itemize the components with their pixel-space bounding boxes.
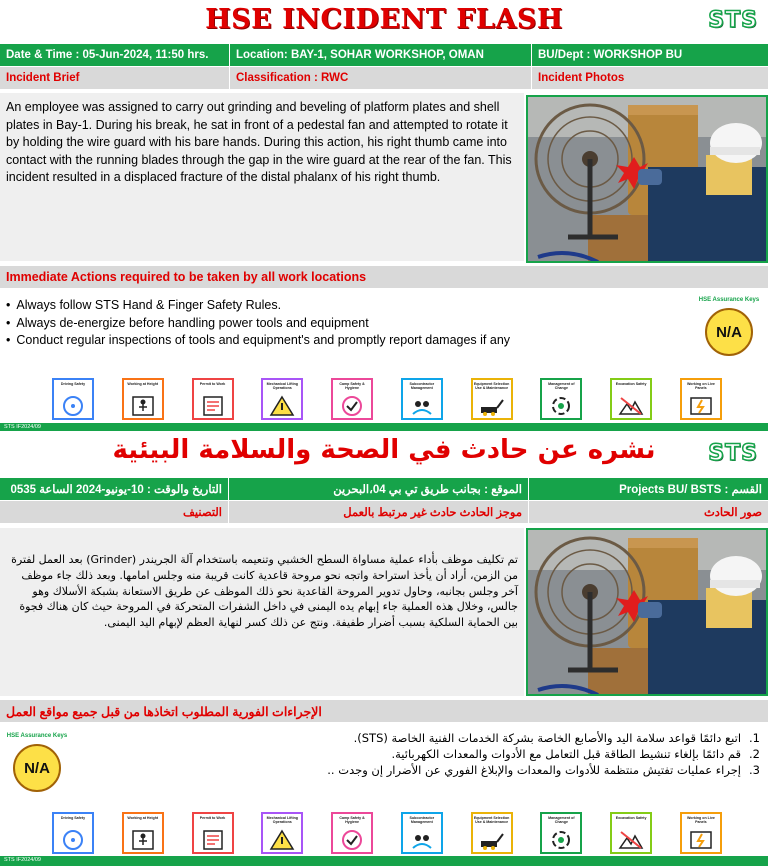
assurance-na-badge: N/A — [705, 308, 753, 356]
datetime-field: Date & Time : 05-Jun-2024, 11:50 hrs. — [0, 44, 230, 66]
arabic-photos-label: صور الحادث — [528, 501, 768, 523]
camp-safety-icon — [338, 394, 366, 418]
arabic-footer-band — [0, 856, 768, 866]
arabic-subheader-bar — [0, 501, 768, 523]
arabic-incident-photo — [526, 528, 768, 696]
arabic-footer-ref: STS IF2024/09 — [4, 857, 41, 863]
working-at-height-icon — [129, 394, 157, 418]
arabic-dept-field: القسم : Projects BU/ BSTS — [528, 478, 768, 500]
english-incident-brief — [0, 93, 524, 261]
assurance-label: HSE Assurance Keys — [698, 297, 760, 303]
incident-brief-label: Incident Brief — [0, 67, 230, 89]
life-saving-rule-label: Subcontractor Management — [409, 382, 435, 391]
english-footer-band — [0, 423, 768, 431]
equipment-icon — [478, 394, 506, 418]
arabic-assurance-keys — [4, 732, 70, 792]
excavation-safety-icon — [617, 394, 645, 418]
arabic-classification-label: التصنيف — [183, 507, 222, 519]
life-saving-rule-card — [540, 378, 582, 420]
arabic-life-saving-rules — [52, 812, 722, 856]
arabic-title-row — [0, 433, 768, 477]
life-saving-rule-card — [331, 812, 373, 854]
incident-photo-image — [528, 97, 768, 263]
life-saving-rule-card — [610, 812, 652, 854]
arabic-action-text: إجراء عمليات تفتيش منتظمة للأدوات والمعدات والإبلاغ الفوري عن الأضرار إن وجدت .. — [327, 763, 742, 777]
camp-safety-icon — [338, 828, 366, 852]
english-footer-ref: STS IF2024/09 — [4, 424, 41, 430]
life-saving-rule-label: Management of Change — [548, 816, 575, 825]
equipment-icon — [478, 828, 506, 852]
assurance-label-arabic: HSE Assurance Keys — [6, 733, 68, 739]
life-saving-rule-label: Management of Change — [548, 382, 575, 391]
arabic-action-text: اتبع دائمًا قواعد سلامة اليد والأصابع الخاصة بشركة الخدمات الفنية الخاصة (STS). — [353, 731, 742, 745]
arabic-brief-label: موجز الحادث حادث غير مرتبط بالعمل — [228, 501, 528, 523]
life-saving-rule-label: Excavation Safety — [615, 382, 647, 386]
life-saving-rule-card — [610, 378, 652, 420]
permit-to-work-icon — [199, 828, 227, 852]
arabic-incident-brief — [0, 528, 524, 696]
arabic-datetime-field: التاريخ والوقت : 10-يونيو-2024 الساعة 0535 — [10, 484, 222, 496]
arabic-brief-text: تم تكليف موظف بأداء عملية مساواة السطح الخشبي وتنعيمه باستخدام آلة الجريندر (Grinder) بعد العمل لفترة من الزمن، أراد أن يأخذ استراحة واتجه نحو مروحة قاعدية كانت قريبة منه وجلس امامها. وبعد ذلك جاء موظف آخر وجلس بجانبه، وحاول تدوير المروحة القاعدية نحو ذلك الموظف عن طريق الاستعانة بشبكة الأسلاك وهو جالس، وخلال هذه العملية جاء إبهام يده اليمنى في داخل الشفرات المتحركة في المروحة حيث كان هناك فجوة بين الحماية السلكية بسبب أضرار طفيفة. ونتج عن ذلك كسر لنهاية العظم لإبهام اليد اليمنى. — [11, 553, 518, 630]
working-at-height-icon — [129, 828, 157, 852]
english-actions-heading: Immediate Actions required to be taken by all work locations — [0, 266, 768, 288]
classification-label: Classification : RWC — [230, 67, 532, 89]
life-saving-rule-label: Working at Height — [127, 382, 159, 386]
life-saving-rule-card — [52, 378, 94, 420]
bu-dept-field: BU/Dept : WORKSHOP BU — [538, 49, 683, 61]
life-saving-rule-card — [122, 378, 164, 420]
life-saving-rule-label: Permit to Work — [199, 382, 226, 386]
life-saving-rule-label: Driving Safety — [60, 382, 86, 386]
arabic-header-bar — [0, 478, 768, 500]
life-saving-rule-card — [401, 378, 443, 420]
life-saving-rule-card — [540, 812, 582, 854]
life-saving-rule-label: Working on Live Panels — [686, 382, 715, 391]
lifting-operations-icon — [268, 828, 296, 852]
live-panels-icon — [687, 828, 715, 852]
life-saving-rule-label: Permit to Work — [199, 816, 226, 820]
english-header-bar — [0, 44, 768, 66]
life-saving-rule-card — [680, 378, 722, 420]
english-actions-list — [6, 297, 686, 350]
live-panels-icon — [687, 394, 715, 418]
assurance-na-badge-arabic: N/A — [13, 744, 61, 792]
life-saving-rule-card — [192, 378, 234, 420]
incident-photos-label: Incident Photos — [538, 72, 625, 84]
lifting-operations-icon — [268, 394, 296, 418]
life-saving-rule-card — [471, 812, 513, 854]
arabic-action-num: 1. — [749, 731, 760, 745]
arabic-action-item — [96, 746, 760, 762]
english-title-row — [0, 0, 768, 44]
sts-logo-arabic: STS — [708, 441, 758, 466]
life-saving-rule-card — [401, 812, 443, 854]
english-assurance-keys — [696, 296, 762, 356]
life-saving-rule-card — [261, 812, 303, 854]
management-of-change-icon — [547, 828, 575, 852]
life-saving-rule-label: Mechanical Lifting Operations — [266, 816, 298, 825]
excavation-safety-icon — [617, 828, 645, 852]
subcontractor-icon — [408, 828, 436, 852]
life-saving-rule-card — [192, 812, 234, 854]
english-incident-photo — [526, 95, 768, 263]
driving-safety-icon — [59, 828, 87, 852]
life-saving-rule-label: Working at Height — [127, 816, 159, 820]
permit-to-work-icon — [199, 394, 227, 418]
life-saving-rule-label: Working on Live Panels — [686, 816, 715, 825]
life-saving-rule-label: Subcontractor Management — [409, 816, 435, 825]
life-saving-rule-label: Equipment Selection Use & Maintenance — [473, 382, 510, 391]
arabic-actions-heading: الإجراءات الفورية المطلوب اتخاذها من قبل جميع مواقع العمل — [0, 700, 768, 722]
english-action-item: • Always follow STS Hand & Finger Safety Rules. — [6, 297, 686, 315]
english-subheader-bar — [0, 67, 768, 89]
management-of-change-icon — [547, 394, 575, 418]
driving-safety-icon — [59, 394, 87, 418]
english-action-item: • Conduct regular inspections of tools and equipment's and promptly report damages if any — [6, 332, 686, 350]
english-action-item: • Always de-energize before handling power tools and equipment — [6, 315, 686, 333]
english-brief-text: An employee was assigned to carry out grinding and beveling of platform plates and shell plates in Bay-1. During his break, he sat in front of a pedestal fan and attempted to rotate it by holding the wire guard with his bare hands. During this action, his right thumb came into contact with the running blades through the gap in the wire guard at the rear of the fan. This incident resulted in a displaced fracture of the distal phalanx of his right thumb. — [6, 100, 512, 184]
life-saving-rule-card — [471, 378, 513, 420]
life-saving-rule-card — [680, 812, 722, 854]
arabic-title: نشره عن حادث في الصحة والسلامة البيئية — [112, 435, 656, 465]
life-saving-rule-label: Excavation Safety — [615, 816, 647, 820]
sts-logo: STS — [708, 8, 758, 33]
life-saving-rule-label: Camp Safety & Hygiene — [339, 816, 365, 825]
arabic-action-text: قم دائمًا بإلغاء تنشيط الطاقة قبل التعامل مع الأدوات والمعدات الكهربائية. — [391, 747, 742, 761]
life-saving-rule-card — [52, 812, 94, 854]
life-saving-rule-label: Driving Safety — [60, 816, 86, 820]
english-life-saving-rules — [52, 378, 722, 422]
life-saving-rule-card — [261, 378, 303, 420]
life-saving-rule-card — [122, 812, 164, 854]
subcontractor-icon — [408, 394, 436, 418]
life-saving-rule-label: Mechanical Lifting Operations — [266, 382, 298, 391]
english-title: HSE INCIDENT FLASH — [205, 4, 563, 35]
incident-photo-image — [528, 530, 768, 696]
arabic-action-num: 2. — [749, 747, 760, 761]
arabic-actions-list — [96, 730, 760, 778]
life-saving-rule-card — [331, 378, 373, 420]
location-field: Location: BAY-1, SOHAR WORKSHOP, OMAN — [230, 44, 532, 66]
life-saving-rule-label: Camp Safety & Hygiene — [339, 382, 365, 391]
arabic-location-field: الموقع : بجانب طريق تي بي 04،البحرين — [228, 478, 528, 500]
arabic-action-item — [96, 762, 760, 778]
arabic-action-num: 3. — [749, 763, 760, 777]
life-saving-rule-label: Equipment Selection Use & Maintenance — [473, 816, 510, 825]
arabic-action-item — [96, 730, 760, 746]
